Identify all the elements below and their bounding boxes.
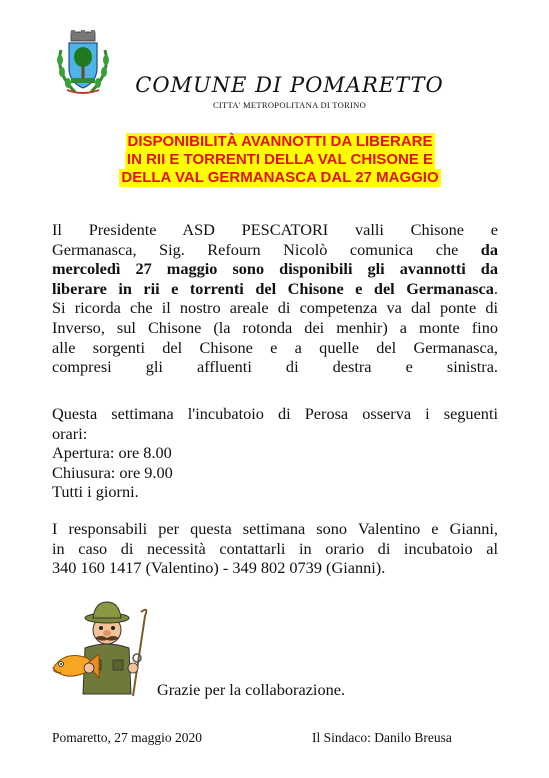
paragraph-line: compresi gli affluenti di destra e sinistra. xyxy=(52,357,498,377)
page-subtitle: CITTA' METROPOLITANA DI TORINO xyxy=(212,100,367,110)
paragraph-line: Il Presidente ASD PESCATORI valli Chisone e xyxy=(52,220,498,239)
paragraph-line: alle sorgenti del Chisone e a quelle del Germanasca, xyxy=(52,337,498,357)
paragraph-hours xyxy=(52,404,498,502)
paragraph-text: Germanasca, Sig. Refourn Nicolò comunica che xyxy=(52,239,481,259)
paragraph-contacts xyxy=(52,519,498,578)
paragraph-line: orari: xyxy=(52,423,88,443)
paragraph-line: Si ricorda che il nostro areale di competenza va dal ponte di xyxy=(52,298,498,318)
notice-line-3: DELLA VAL GERMANASCA DAL 27 MAGGIO xyxy=(121,169,439,186)
paragraph-text: . xyxy=(493,278,498,298)
mayor-signature: Il Sindaco: Danilo Breusa xyxy=(312,730,452,745)
contact-phones: 340 160 1417 (Valentino) - 349 802 0739 (Gianni). xyxy=(52,558,386,578)
opening-time: Apertura: ore 8.00 xyxy=(52,443,172,463)
paragraph-line: Questa settimana l'incubatoio di Perosa osserva i seguenti xyxy=(52,404,498,423)
paragraph-bold-text: liberare in rii e torrenti del Chisone e del Germanasca xyxy=(52,278,494,298)
paragraph-line: Inverso, sul Chisone (la rotonda dei menhir) a monte fino xyxy=(52,317,498,337)
place-date: Pomaretto, 27 maggio 2020 xyxy=(52,730,202,745)
page-title: COMUNE DI POMARETTO xyxy=(135,73,444,97)
paragraph-line: Tutti i giorni. xyxy=(52,482,139,502)
thanks-text: Grazie per la collaborazione. xyxy=(157,680,346,699)
paragraph-line: mercoledì 27 maggio sono disponibili gli avannotti da xyxy=(52,259,498,279)
paragraph-line: I responsabili per questa settimana sono Valentino e Gianni, xyxy=(52,519,498,538)
paragraph-line xyxy=(52,240,498,260)
paragraph-line: in caso di necessità contattarli in orario di incubatoio al xyxy=(52,538,498,558)
notice-headline xyxy=(60,133,500,187)
closing-time: Chiusura: ore 9.00 xyxy=(52,462,173,482)
paragraph-line xyxy=(52,279,498,299)
notice-line-2: IN RII E TORRENTI DELLA VAL CHISONE E xyxy=(126,151,434,168)
paragraph-bold-text: da xyxy=(480,239,498,259)
notice-line-1: DISPONIBILITÀ AVANNOTTI DA LIBERARE xyxy=(127,133,433,150)
fisherman-mascot-icon xyxy=(45,598,155,698)
paragraph-announcement xyxy=(52,220,498,377)
